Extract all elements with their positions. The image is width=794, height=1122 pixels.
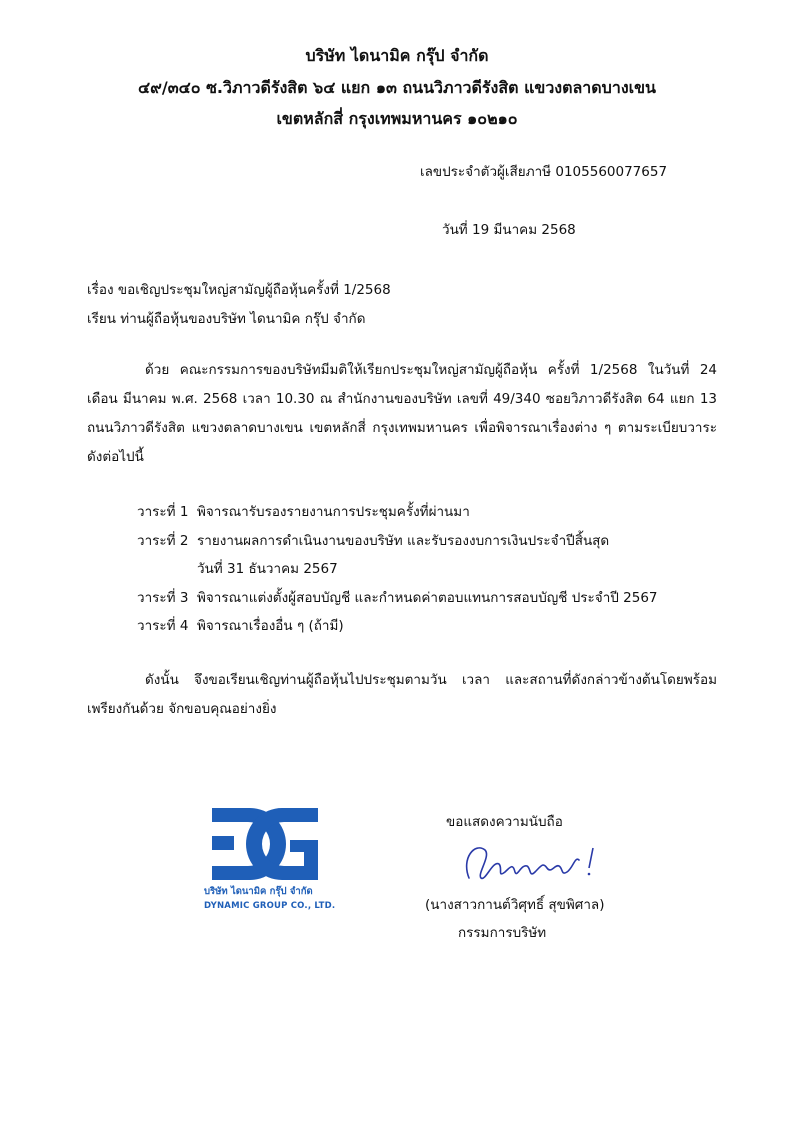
agenda-text: พิจารณาแต่งตั้งผู้สอบบัญชี และกำหนดค่าตอบแทนการสอบบัญชี ประจำปี 2567 <box>197 590 658 606</box>
agenda-text: รายงานผลการดำเนินงานของบริษัท และรับรองงบการเงินประจำปีสิ้นสุด <box>197 533 610 549</box>
agenda-key: วาระที่ 4 <box>137 618 189 634</box>
logo-english-name: DYNAMIC GROUP CO., LTD. <box>204 901 336 911</box>
company-address-line1: ๔๙/๓๔๐ ซ.วิภาวดีรังสิต ๖๔ แยก ๑๓ ถนนวิภาวดีรังสิต แขวงตลาดบางเขน <box>138 78 656 97</box>
signer-name: (นางสาวกานต์วิศุทธิ์ สุขพิศาล) <box>425 897 605 913</box>
agenda-text: พิจารณารับรองรายงานการประชุมครั้งที่ผ่านมา <box>197 504 470 520</box>
agenda-item <box>137 529 609 551</box>
body-paragraph: ด้วย คณะกรรมการของบริษัทมีมติให้เรียกประชุมใหญ่สามัญผู้ถือหุ้น ครั้งที่ 1/2568 ในวันที่ 24 เดือน มีนาคม พ.ศ. 2568 เวลา 10.30 ณ สำนักงานของบริษัท เลขที่ 49/340 ซอยวิภาวดีรังสิต 64 แยก 13 ถนนวิภาวดีรังสิต แขวงตลาดบางเขน เขตหลักสี่ กรุงเทพมหานคร เพื่อพิจารณาเรื่องต่าง ๆ ตามระเบียบวาระ ดังต่อไปนี้ <box>87 362 717 465</box>
agenda-key: วาระที่ 1 <box>137 504 189 520</box>
letter-recipient: เรียน ท่านผู้ถือหุ้นของบริษัท ไดนามิค กรุ๊ป จำกัด <box>87 311 366 327</box>
agenda-item <box>137 614 344 636</box>
letter-date: วันที่ 19 มีนาคม 2568 <box>442 222 576 238</box>
agenda-key: วาระที่ 3 <box>137 590 189 606</box>
letter-subject: เรื่อง ขอเชิญประชุมใหญ่สามัญผู้ถือหุ้นครั้งที่ 1/2568 <box>87 282 391 298</box>
agenda-item <box>137 586 658 608</box>
handwritten-signature <box>455 838 615 888</box>
company-logo <box>200 800 340 920</box>
company-name: บริษัท ไดนามิค กรุ๊ป จำกัด <box>305 46 489 65</box>
agenda-continuation: วันที่ 31 ธันวาคม 2567 <box>197 561 338 577</box>
logo-thai-name: บริษัท ไดนามิค กรุ๊ป จำกัด <box>204 886 313 897</box>
closing-paragraph: ดังนั้น จึงขอเรียนเชิญท่านผู้ถือหุ้นไปประชุมตามวัน เวลา และสถานที่ดังกล่าวข้างต้นโดยพร้อมเพรียงกันด้วย จักขอบคุณอย่างยิ่ง <box>87 672 717 717</box>
tax-id: เลขประจำตัวผู้เสียภาษี 0105560077657 <box>420 164 668 180</box>
signature-salutation: ขอแสดงความนับถือ <box>446 814 563 830</box>
agenda-item <box>137 500 470 522</box>
company-address-line2: เขตหลักสี่ กรุงเทพมหานคร ๑๐๒๑๐ <box>276 109 518 128</box>
agenda-text: พิจารณาเรื่องอื่น ๆ (ถ้ามี) <box>197 618 344 634</box>
signer-title: กรรมการบริษัท <box>458 925 547 941</box>
agenda-key: วาระที่ 2 <box>137 533 189 549</box>
